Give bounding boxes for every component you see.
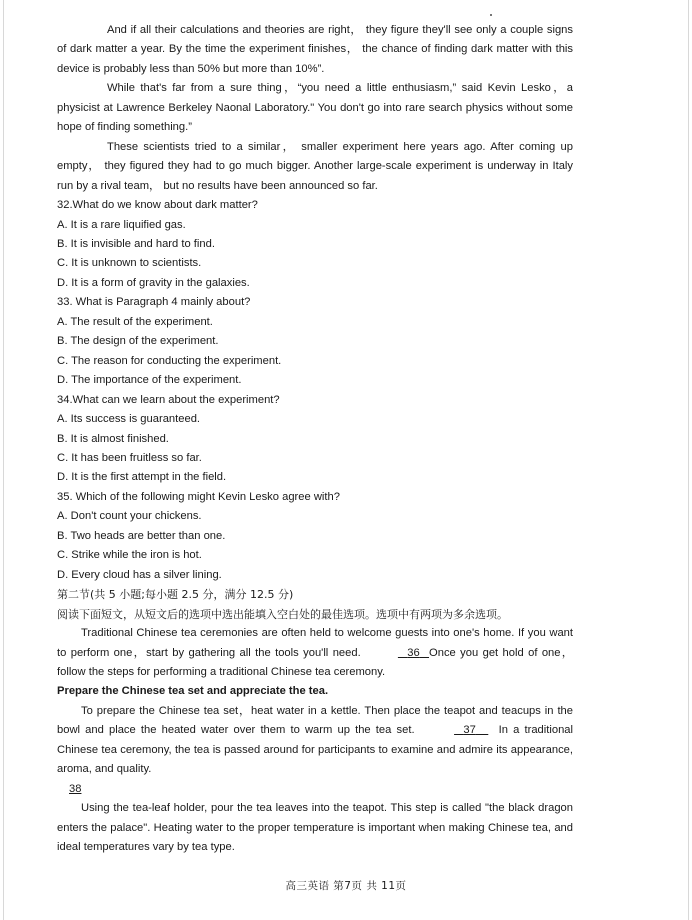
section-instruction: 阅读下面短文，从短文后的选项中选出能填入空白处的最佳选项。选项中有两项为多余选项。 bbox=[57, 607, 508, 621]
tea-prep-paragraph bbox=[57, 702, 573, 780]
question-stem: 33. What is Paragraph 4 mainly about? bbox=[57, 296, 251, 309]
tea-leaf-paragraph: Using the tea-leaf holder, pour the tea leaves into the teapot. This step is called "the black dragon enters the palace". Heating water to the proper temperature is important when making Chinese tea, and ideal temperatures vary by tea type. bbox=[57, 802, 573, 854]
question-stem: 35. Which of the following might Kevin Lesko agree with? bbox=[57, 490, 340, 503]
option-c: C. It has been fruitless so far. bbox=[57, 451, 202, 464]
passage-paragraph-3: These scientists tried to a similar， smaller experiment here years ago. After coming up empty， they figured they had to go much bigger. Another large-scale experiment is underway in Italy run by a rival team， but no results have been announced so far. bbox=[57, 140, 573, 192]
tea-subheading: Prepare the Chinese tea set and appreciate the tea. bbox=[57, 685, 329, 698]
option-c: C. The reason for conducting the experiment. bbox=[57, 354, 282, 367]
question-stem: 32.What do we know about dark matter? bbox=[57, 199, 258, 212]
option-c: C. Strike while the iron is hot. bbox=[57, 549, 202, 562]
blank-38-line bbox=[57, 780, 573, 799]
prep-text-before: To prepare the Chinese tea set，heat water in a kettle. Then place the teapot and teacups in the bowl and place the heated water over them to warm up the tea set. bbox=[57, 704, 573, 737]
tea-intro-paragraph bbox=[57, 624, 573, 682]
intro-text-after: Once you get hold of one，follow the steps for performing a traditional Chinese tea ceremony. bbox=[57, 646, 573, 678]
prep-text-after: In a traditional Chinese tea ceremony, the tea is passed around for participants to examine and admire its appearance, aroma, and quality. bbox=[57, 724, 573, 776]
blank-37: 37 bbox=[463, 724, 476, 737]
passage-paragraph-2: While that's far from a sure thing，“you need a little enthusiasm,” said Kevin Lesko，a physicist at Lawrence Berkeley Naonal Laboratory." You don't go into rare search physics without some hope of finding something.” bbox=[57, 82, 573, 134]
option-a: A. Its success is guaranteed. bbox=[57, 413, 201, 426]
question-35 bbox=[57, 488, 573, 585]
question-stem: 34.What can we learn about the experiment? bbox=[57, 393, 280, 406]
page-edge-left bbox=[3, 0, 4, 920]
option-d: D. The importance of the experiment. bbox=[57, 374, 242, 387]
question-33 bbox=[57, 293, 573, 390]
page-edge-right bbox=[688, 0, 689, 920]
question-34 bbox=[57, 391, 573, 488]
option-b: B. It is almost finished. bbox=[57, 432, 169, 445]
option-a: A. Don't count your chickens. bbox=[57, 510, 202, 523]
blank-36: 36 bbox=[407, 646, 420, 659]
passage-paragraph-1: And if all their calculations and theories are right， they figure they'll see only a couple signs of dark matter a year. By the time the experiment finishes， the chance of finding dark matter with this device is probably less than 50% but more than 10%”. bbox=[57, 24, 573, 75]
option-a: A. It is a rare liquified gas. bbox=[57, 218, 186, 231]
question-32 bbox=[57, 196, 573, 293]
option-c: C. It is unknown to scientists. bbox=[57, 257, 202, 270]
option-d: D. It is the first attempt in the field. bbox=[57, 471, 227, 484]
option-d: D. Every cloud has a silver lining. bbox=[57, 568, 222, 581]
page-footer: 高三英语 第7页 共 11页 bbox=[285, 880, 407, 892]
blank-38: 38 bbox=[69, 782, 82, 795]
exam-page bbox=[57, 21, 573, 857]
option-a: A. The result of the experiment. bbox=[57, 315, 213, 328]
option-b: B. It is invisible and hard to find. bbox=[57, 237, 215, 250]
option-b: B. Two heads are better than one. bbox=[57, 529, 226, 542]
intro-text-before: Traditional Chinese tea ceremonies are often held to welcome guests into one's home. If you want to perform one，start by gathering all the tools you'll need. bbox=[57, 627, 573, 659]
scan-speck bbox=[490, 14, 492, 16]
option-d: D. It is a form of gravity in the galaxies. bbox=[57, 276, 250, 289]
section-heading: 第二节(共 5 小题;每小题 2.5 分，满分 12.5 分) bbox=[57, 588, 294, 602]
option-b: B. The design of the experiment. bbox=[57, 335, 219, 348]
